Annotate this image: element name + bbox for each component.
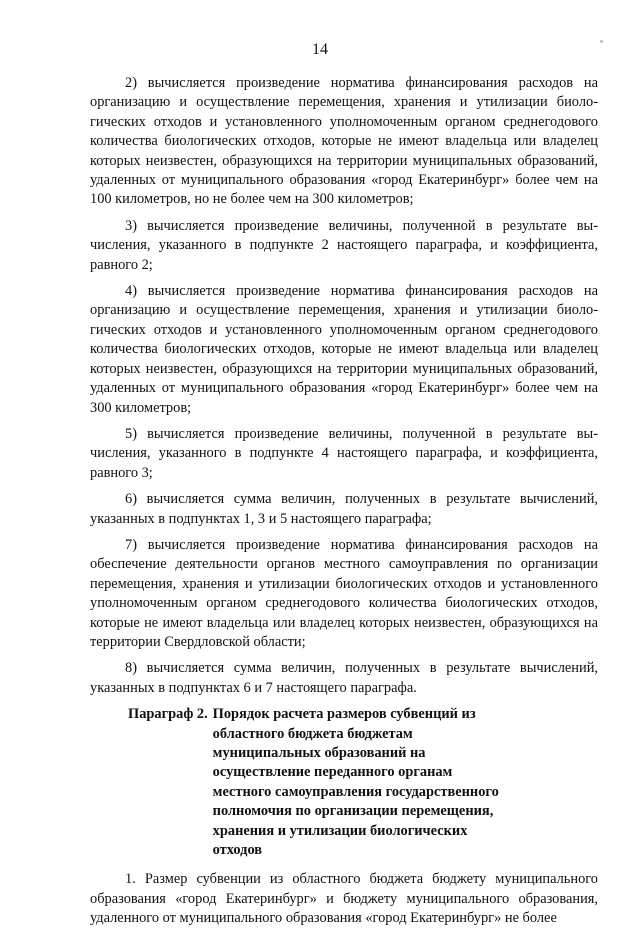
paragraph-item-5: 5) вычисляется произведение величины, полученной в результате вычисления, указанного в подпункте 4 настоящего параграфа, и коэффициента, равного 3;	[90, 425, 598, 481]
paragraph-item-7: 7) вычисляется произведение норматива финансирования расходов на обеспечение деятельности органов местного самоуправления по организации перемещения, хранения и утилизации биологических отходов и установленного уполномоченным органом среднегодового количества биологических отходов, которые не имеют владельца или владелец которых неизвестен, образующихся на территории Свердловской области;	[90, 536, 598, 650]
section-heading	[90, 705, 598, 860]
section-title: Порядок расчета размеров субвенций из областного бюджета бюджетам муниципальных образований на осуществление переданного органам местного самоуправления государственного полномочия по организации перемещения, хранения и утилизации биологических отходов	[212, 706, 499, 859]
paragraph-item-8: 8) вычисляется сумма величин, полученных в результате вычислений, указанных в подпунктах 6 и 7 настоящего параграфа.	[90, 660, 598, 696]
section-paragraph-1: 1. Размер субвенции из областного бюджета бюджету муниципального образования «город Екатеринбург» и бюджету муниципального образования, удаленного от муниципального образования «город Екатеринбург» не более	[90, 871, 598, 927]
page-number: 14	[312, 41, 328, 58]
paragraph-item-6: 6) вычисляется сумма величин, полученных в результате вычислений, указанных в подпунктах 1, 3 и 5 настоящего параграфа;	[90, 491, 598, 527]
paragraph-item-2: 2) вычисляется произведение норматива финансирования расходов на организацию и осуществление перемещения, хранения и утилизации биологических отходов и установленного уполномоченным органом среднегодового количества биологических отходов, которые не имеют владельца или владелец которых неизвестен, образующихся на территории муниципальных образований, удаленных от муниципального образования «город Екатеринбург» более чем на 100 километров, но не более чем на 300 километров;	[90, 75, 598, 208]
paragraph-item-3: 3) вычисляется произведение величины, полученной в результате вычисления, указанного в подпункте 2 настоящего параграфа, и коэффициента, равного 2;	[90, 217, 598, 273]
paragraph-item-4: 4) вычисляется произведение норматива финансирования расходов на организацию и осуществление перемещения, хранения и утилизации биологических отходов и установленного уполномоченным органом среднегодового количества биологических отходов, которые не имеют владельца или владелец которых неизвестен, образующихся на территории муниципальных образований, удаленных от муниципального образования «город Екатеринбург» более чем на 300 километров;	[90, 283, 598, 416]
section-label: Параграф 2.	[128, 706, 208, 723]
document-body	[90, 74, 598, 936]
